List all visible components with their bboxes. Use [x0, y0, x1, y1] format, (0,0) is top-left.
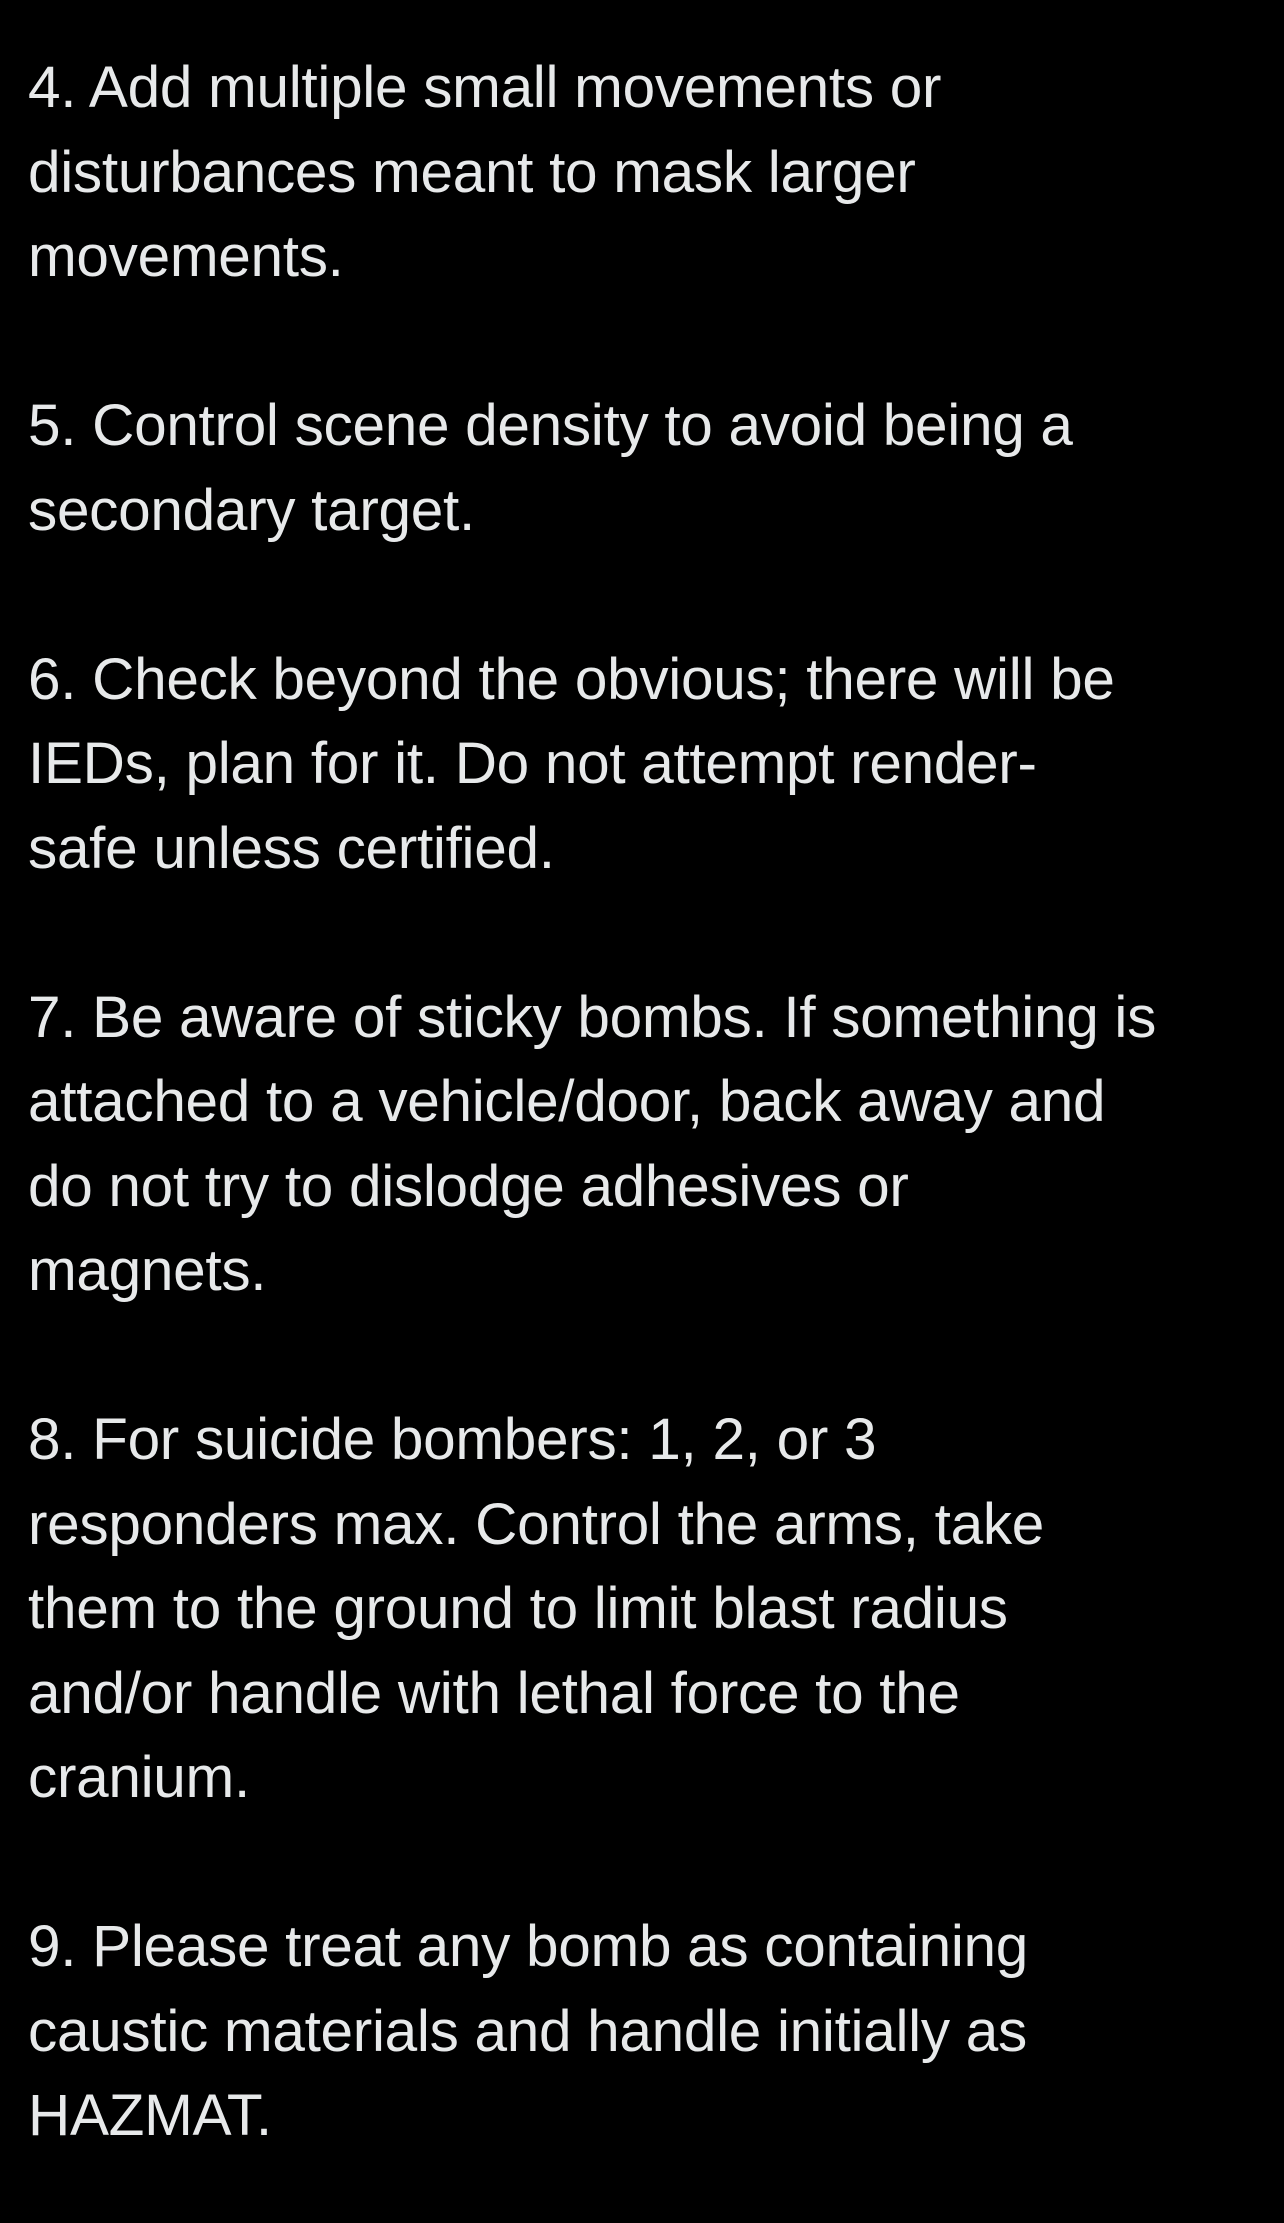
list-item-6: 6. Check beyond the obvious; there will be IEDs, plan for it. Do not attempt render- safe unless certified.	[28, 646, 1115, 881]
list-item-7: 7. Be aware of sticky bombs. If something is attached to a vehicle/door, back away and do not try to dislodge adhesives or magnets.	[28, 984, 1157, 1303]
list-item-5: 5. Control scene density to avoid being a secondary target.	[28, 393, 1073, 543]
list-item-4: 4. Add multiple small movements or disturbances meant to mask larger movements.	[28, 55, 942, 289]
list-item-9: 9. Please treat any bomb as containing caustic materials and handle initially as HAZMAT.	[28, 1914, 1028, 2148]
list-item-8: 8. For suicide bombers: 1, 2, or 3 responders max. Control the arms, take them to the ground to limit blast radius and/or handle with lethal force to the cranium.	[28, 1407, 1045, 1810]
post-text-body	[28, 46, 1256, 2159]
